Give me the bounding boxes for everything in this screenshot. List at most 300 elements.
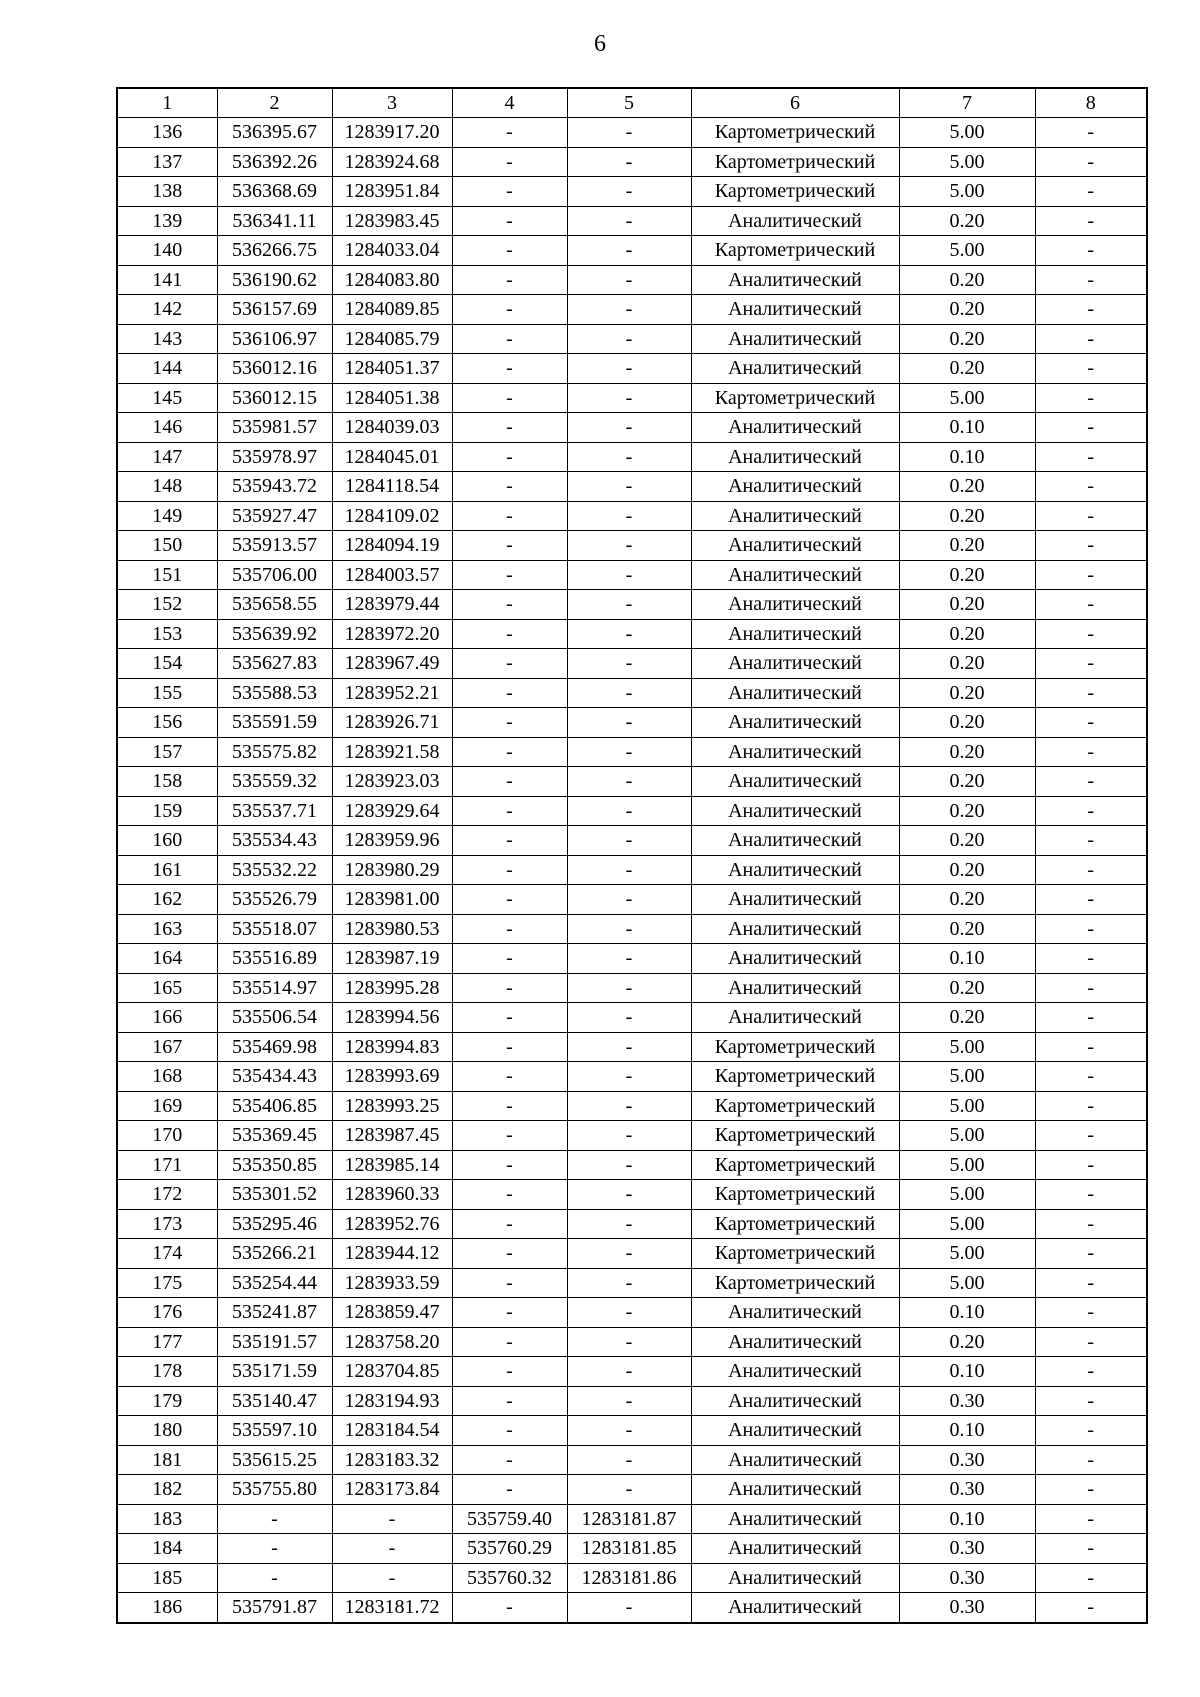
cell-note: - xyxy=(1035,177,1147,207)
table-row xyxy=(117,1593,1147,1623)
cell-x-coord: 535516.89 xyxy=(217,944,332,974)
cell-error: 0.30 xyxy=(899,1475,1035,1505)
cell-method: Аналитический xyxy=(691,649,899,679)
cell-y-coord-alt: - xyxy=(567,501,691,531)
cell-x-coord: 535559.32 xyxy=(217,767,332,797)
cell-point-number: 154 xyxy=(117,649,217,679)
cell-y-coord-alt: - xyxy=(567,1150,691,1180)
cell-y-coord-alt: - xyxy=(567,1475,691,1505)
cell-y-coord-alt: - xyxy=(567,1416,691,1446)
cell-y-coord-alt: - xyxy=(567,472,691,502)
cell-method: Аналитический xyxy=(691,826,899,856)
cell-note: - xyxy=(1035,944,1147,974)
cell-method: Картометрический xyxy=(691,383,899,413)
table-row xyxy=(117,147,1147,177)
cell-x-coord: 536012.16 xyxy=(217,354,332,384)
cell-point-number: 171 xyxy=(117,1150,217,1180)
cell-error: 0.20 xyxy=(899,560,1035,590)
cell-note: - xyxy=(1035,914,1147,944)
cell-error: 0.20 xyxy=(899,472,1035,502)
cell-y-coord-alt: - xyxy=(567,1239,691,1269)
cell-x-coord-alt: - xyxy=(452,1268,567,1298)
cell-y-coord-alt: - xyxy=(567,147,691,177)
cell-x-coord-alt: - xyxy=(452,1593,567,1623)
cell-x-coord: 535434.43 xyxy=(217,1062,332,1092)
cell-x-coord: 535241.87 xyxy=(217,1298,332,1328)
table-row xyxy=(117,1180,1147,1210)
cell-note: - xyxy=(1035,1445,1147,1475)
cell-y-coord-alt: - xyxy=(567,531,691,561)
cell-y-coord-alt: - xyxy=(567,1268,691,1298)
cell-x-coord-alt: - xyxy=(452,383,567,413)
table-header-row xyxy=(117,88,1147,118)
cell-note: - xyxy=(1035,531,1147,561)
cell-x-coord: 535981.57 xyxy=(217,413,332,443)
cell-point-number: 162 xyxy=(117,885,217,915)
cell-y-coord: 1283924.68 xyxy=(332,147,452,177)
cell-x-coord-alt: - xyxy=(452,1062,567,1092)
cell-error: 0.20 xyxy=(899,767,1035,797)
cell-point-number: 149 xyxy=(117,501,217,531)
header-cell-x-coord-alt: 4 xyxy=(452,88,567,118)
table-row xyxy=(117,1475,1147,1505)
cell-y-coord: 1283995.28 xyxy=(332,973,452,1003)
cell-y-coord-alt: - xyxy=(567,1445,691,1475)
cell-y-coord: 1283993.69 xyxy=(332,1062,452,1092)
cell-error: 5.00 xyxy=(899,1062,1035,1092)
table-row xyxy=(117,708,1147,738)
cell-note: - xyxy=(1035,619,1147,649)
cell-method: Картометрический xyxy=(691,1180,899,1210)
table-row xyxy=(117,1062,1147,1092)
table-row xyxy=(117,501,1147,531)
header-cell-method: 6 xyxy=(691,88,899,118)
cell-x-coord: 535526.79 xyxy=(217,885,332,915)
cell-note: - xyxy=(1035,1032,1147,1062)
cell-note: - xyxy=(1035,1062,1147,1092)
cell-x-coord-alt: - xyxy=(452,1180,567,1210)
cell-error: 0.20 xyxy=(899,206,1035,236)
cell-point-number: 145 xyxy=(117,383,217,413)
cell-y-coord: 1283967.49 xyxy=(332,649,452,679)
cell-note: - xyxy=(1035,442,1147,472)
table-row xyxy=(117,885,1147,915)
cell-x-coord-alt: 535760.32 xyxy=(452,1563,567,1593)
cell-point-number: 158 xyxy=(117,767,217,797)
cell-y-coord-alt: - xyxy=(567,560,691,590)
cell-point-number: 170 xyxy=(117,1121,217,1151)
cell-y-coord-alt: - xyxy=(567,1032,691,1062)
cell-y-coord-alt: - xyxy=(567,236,691,266)
cell-method: Аналитический xyxy=(691,206,899,236)
table-row xyxy=(117,826,1147,856)
table-row xyxy=(117,855,1147,885)
cell-method: Аналитический xyxy=(691,855,899,885)
cell-y-coord: 1283993.25 xyxy=(332,1091,452,1121)
cell-error: 5.00 xyxy=(899,236,1035,266)
table-row xyxy=(117,236,1147,266)
cell-error: 0.30 xyxy=(899,1534,1035,1564)
cell-note: - xyxy=(1035,649,1147,679)
cell-y-coord: 1283959.96 xyxy=(332,826,452,856)
cell-x-coord: 535639.92 xyxy=(217,619,332,649)
cell-y-coord-alt: 1283181.87 xyxy=(567,1504,691,1534)
cell-error: 0.20 xyxy=(899,855,1035,885)
cell-y-coord-alt: 1283181.85 xyxy=(567,1534,691,1564)
cell-method: Аналитический xyxy=(691,1475,899,1505)
cell-point-number: 160 xyxy=(117,826,217,856)
cell-x-coord-alt: - xyxy=(452,442,567,472)
cell-point-number: 155 xyxy=(117,678,217,708)
cell-note: - xyxy=(1035,1239,1147,1269)
cell-x-coord-alt: - xyxy=(452,678,567,708)
table-row xyxy=(117,619,1147,649)
cell-method: Аналитический xyxy=(691,767,899,797)
cell-point-number: 182 xyxy=(117,1475,217,1505)
cell-x-coord: 535254.44 xyxy=(217,1268,332,1298)
cell-x-coord: 536190.62 xyxy=(217,265,332,295)
cell-note: - xyxy=(1035,1504,1147,1534)
cell-x-coord-alt: - xyxy=(452,177,567,207)
cell-method: Аналитический xyxy=(691,1416,899,1446)
cell-x-coord-alt: 535760.29 xyxy=(452,1534,567,1564)
cell-x-coord-alt: - xyxy=(452,147,567,177)
cell-y-coord-alt: - xyxy=(567,944,691,974)
cell-y-coord: 1283917.20 xyxy=(332,118,452,148)
cell-note: - xyxy=(1035,767,1147,797)
cell-note: - xyxy=(1035,826,1147,856)
cell-y-coord-alt: - xyxy=(567,295,691,325)
cell-error: 0.20 xyxy=(899,708,1035,738)
cell-x-coord-alt: - xyxy=(452,973,567,1003)
cell-y-coord: 1283980.53 xyxy=(332,914,452,944)
cell-error: 0.20 xyxy=(899,619,1035,649)
cell-x-coord: 535369.45 xyxy=(217,1121,332,1151)
cell-y-coord: 1283987.19 xyxy=(332,944,452,974)
cell-note: - xyxy=(1035,678,1147,708)
cell-point-number: 136 xyxy=(117,118,217,148)
table-row xyxy=(117,177,1147,207)
cell-point-number: 148 xyxy=(117,472,217,502)
cell-point-number: 138 xyxy=(117,177,217,207)
cell-y-coord: 1283994.56 xyxy=(332,1003,452,1033)
cell-error: 0.30 xyxy=(899,1593,1035,1623)
header-cell-error: 7 xyxy=(899,88,1035,118)
cell-note: - xyxy=(1035,1180,1147,1210)
table-row xyxy=(117,973,1147,1003)
table-row xyxy=(117,1091,1147,1121)
cell-y-coord-alt: 1283181.86 xyxy=(567,1563,691,1593)
table-row xyxy=(117,1150,1147,1180)
cell-x-coord-alt: - xyxy=(452,1327,567,1357)
cell-y-coord-alt: - xyxy=(567,1062,691,1092)
cell-x-coord-alt: - xyxy=(452,1475,567,1505)
cell-x-coord: 535140.47 xyxy=(217,1386,332,1416)
table-row xyxy=(117,1327,1147,1357)
cell-note: - xyxy=(1035,885,1147,915)
cell-y-coord-alt: - xyxy=(567,1298,691,1328)
cell-x-coord-alt: - xyxy=(452,944,567,974)
table-row xyxy=(117,1504,1147,1534)
table-row xyxy=(117,914,1147,944)
cell-y-coord: - xyxy=(332,1563,452,1593)
cell-y-coord-alt: - xyxy=(567,973,691,1003)
cell-point-number: 184 xyxy=(117,1534,217,1564)
cell-method: Аналитический xyxy=(691,531,899,561)
cell-method: Картометрический xyxy=(691,1121,899,1151)
cell-error: 0.20 xyxy=(899,1327,1035,1357)
cell-y-coord: 1283951.84 xyxy=(332,177,452,207)
cell-note: - xyxy=(1035,1563,1147,1593)
cell-x-coord-alt: - xyxy=(452,914,567,944)
cell-x-coord: 536395.67 xyxy=(217,118,332,148)
table-row xyxy=(117,1268,1147,1298)
cell-point-number: 159 xyxy=(117,796,217,826)
cell-x-coord-alt: - xyxy=(452,118,567,148)
cell-x-coord-alt: 535759.40 xyxy=(452,1504,567,1534)
cell-y-coord-alt: - xyxy=(567,1357,691,1387)
cell-note: - xyxy=(1035,1209,1147,1239)
cell-y-coord: 1283980.29 xyxy=(332,855,452,885)
cell-x-coord-alt: - xyxy=(452,1416,567,1446)
cell-x-coord: 536392.26 xyxy=(217,147,332,177)
cell-x-coord: 536266.75 xyxy=(217,236,332,266)
cell-note: - xyxy=(1035,708,1147,738)
cell-y-coord: 1284051.37 xyxy=(332,354,452,384)
table-row xyxy=(117,531,1147,561)
cell-y-coord-alt: - xyxy=(567,678,691,708)
cell-method: Аналитический xyxy=(691,560,899,590)
cell-y-coord: 1284094.19 xyxy=(332,531,452,561)
cell-note: - xyxy=(1035,1327,1147,1357)
cell-y-coord-alt: - xyxy=(567,265,691,295)
cell-note: - xyxy=(1035,118,1147,148)
table-row xyxy=(117,118,1147,148)
cell-x-coord-alt: - xyxy=(452,206,567,236)
cell-y-coord-alt: - xyxy=(567,324,691,354)
cell-method: Картометрический xyxy=(691,1091,899,1121)
cell-note: - xyxy=(1035,472,1147,502)
cell-error: 5.00 xyxy=(899,1180,1035,1210)
cell-method: Картометрический xyxy=(691,1150,899,1180)
cell-point-number: 151 xyxy=(117,560,217,590)
cell-point-number: 152 xyxy=(117,590,217,620)
cell-y-coord: 1283926.71 xyxy=(332,708,452,738)
cell-method: Аналитический xyxy=(691,265,899,295)
cell-note: - xyxy=(1035,1386,1147,1416)
cell-note: - xyxy=(1035,236,1147,266)
cell-y-coord: 1284083.80 xyxy=(332,265,452,295)
cell-note: - xyxy=(1035,973,1147,1003)
cell-y-coord: 1283194.93 xyxy=(332,1386,452,1416)
table-row xyxy=(117,1357,1147,1387)
cell-method: Аналитический xyxy=(691,501,899,531)
cell-error: 0.20 xyxy=(899,737,1035,767)
cell-note: - xyxy=(1035,737,1147,767)
cell-note: - xyxy=(1035,1534,1147,1564)
table-row xyxy=(117,354,1147,384)
cell-point-number: 168 xyxy=(117,1062,217,1092)
cell-error: 0.20 xyxy=(899,354,1035,384)
cell-x-coord-alt: - xyxy=(452,324,567,354)
table-row xyxy=(117,265,1147,295)
cell-x-coord: 535588.53 xyxy=(217,678,332,708)
cell-method: Аналитический xyxy=(691,413,899,443)
cell-x-coord-alt: - xyxy=(452,531,567,561)
cell-y-coord: 1283952.21 xyxy=(332,678,452,708)
cell-method: Аналитический xyxy=(691,1504,899,1534)
header-cell-note: 8 xyxy=(1035,88,1147,118)
cell-point-number: 185 xyxy=(117,1563,217,1593)
cell-method: Аналитический xyxy=(691,1593,899,1623)
cell-y-coord-alt: - xyxy=(567,590,691,620)
cell-error: 5.00 xyxy=(899,1091,1035,1121)
cell-x-coord: 535755.80 xyxy=(217,1475,332,1505)
cell-y-coord: 1283944.12 xyxy=(332,1239,452,1269)
table-row xyxy=(117,767,1147,797)
table-row xyxy=(117,1003,1147,1033)
cell-note: - xyxy=(1035,855,1147,885)
cell-x-coord: 536106.97 xyxy=(217,324,332,354)
cell-x-coord: - xyxy=(217,1563,332,1593)
cell-point-number: 177 xyxy=(117,1327,217,1357)
coordinates-table xyxy=(116,87,1148,1624)
cell-method: Аналитический xyxy=(691,708,899,738)
cell-y-coord-alt: - xyxy=(567,737,691,767)
cell-method: Картометрический xyxy=(691,147,899,177)
cell-method: Аналитический xyxy=(691,324,899,354)
cell-point-number: 180 xyxy=(117,1416,217,1446)
cell-error: 5.00 xyxy=(899,1121,1035,1151)
cell-y-coord-alt: - xyxy=(567,1003,691,1033)
cell-x-coord: 535171.59 xyxy=(217,1357,332,1387)
cell-error: 5.00 xyxy=(899,118,1035,148)
cell-y-coord: 1284003.57 xyxy=(332,560,452,590)
table-row xyxy=(117,324,1147,354)
cell-x-coord-alt: - xyxy=(452,295,567,325)
cell-method: Аналитический xyxy=(691,914,899,944)
cell-x-coord: 535534.43 xyxy=(217,826,332,856)
cell-y-coord: 1283979.44 xyxy=(332,590,452,620)
cell-error: 0.20 xyxy=(899,914,1035,944)
cell-x-coord: 536157.69 xyxy=(217,295,332,325)
cell-method: Аналитический xyxy=(691,295,899,325)
cell-y-coord: 1283981.00 xyxy=(332,885,452,915)
cell-method: Картометрический xyxy=(691,1239,899,1269)
cell-y-coord-alt: - xyxy=(567,914,691,944)
cell-point-number: 139 xyxy=(117,206,217,236)
cell-y-coord: 1283952.76 xyxy=(332,1209,452,1239)
cell-point-number: 186 xyxy=(117,1593,217,1623)
cell-point-number: 164 xyxy=(117,944,217,974)
cell-point-number: 161 xyxy=(117,855,217,885)
cell-note: - xyxy=(1035,1150,1147,1180)
table-row xyxy=(117,796,1147,826)
cell-method: Аналитический xyxy=(691,1445,899,1475)
cell-x-coord: 535943.72 xyxy=(217,472,332,502)
cell-error: 0.20 xyxy=(899,796,1035,826)
cell-x-coord: 535518.07 xyxy=(217,914,332,944)
cell-error: 0.10 xyxy=(899,1357,1035,1387)
cell-y-coord: 1283181.72 xyxy=(332,1593,452,1623)
cell-error: 5.00 xyxy=(899,1150,1035,1180)
table-row xyxy=(117,472,1147,502)
cell-note: - xyxy=(1035,560,1147,590)
cell-x-coord: 535295.46 xyxy=(217,1209,332,1239)
cell-method: Аналитический xyxy=(691,354,899,384)
cell-note: - xyxy=(1035,1416,1147,1446)
cell-x-coord-alt: - xyxy=(452,855,567,885)
cell-x-coord: 535978.97 xyxy=(217,442,332,472)
cell-x-coord: 535575.82 xyxy=(217,737,332,767)
cell-x-coord-alt: - xyxy=(452,649,567,679)
cell-x-coord: - xyxy=(217,1504,332,1534)
cell-point-number: 157 xyxy=(117,737,217,767)
cell-y-coord: 1283758.20 xyxy=(332,1327,452,1357)
table-row xyxy=(117,737,1147,767)
table-row xyxy=(117,1386,1147,1416)
cell-error: 0.20 xyxy=(899,678,1035,708)
cell-y-coord: 1284045.01 xyxy=(332,442,452,472)
cell-x-coord-alt: - xyxy=(452,413,567,443)
cell-x-coord: 535597.10 xyxy=(217,1416,332,1446)
cell-y-coord-alt: - xyxy=(567,354,691,384)
table-row xyxy=(117,1563,1147,1593)
table-row xyxy=(117,206,1147,236)
cell-y-coord-alt: - xyxy=(567,619,691,649)
table-row xyxy=(117,413,1147,443)
table-row xyxy=(117,383,1147,413)
cell-error: 0.20 xyxy=(899,590,1035,620)
cell-x-coord: 535537.71 xyxy=(217,796,332,826)
cell-error: 0.20 xyxy=(899,295,1035,325)
cell-point-number: 173 xyxy=(117,1209,217,1239)
cell-x-coord-alt: - xyxy=(452,1357,567,1387)
cell-x-coord-alt: - xyxy=(452,885,567,915)
cell-method: Картометрический xyxy=(691,1268,899,1298)
header-cell-y-coord-alt: 5 xyxy=(567,88,691,118)
cell-y-coord-alt: - xyxy=(567,442,691,472)
cell-x-coord-alt: - xyxy=(452,354,567,384)
cell-point-number: 143 xyxy=(117,324,217,354)
cell-point-number: 178 xyxy=(117,1357,217,1387)
cell-error: 5.00 xyxy=(899,1209,1035,1239)
cell-y-coord: - xyxy=(332,1504,452,1534)
cell-error: 0.20 xyxy=(899,649,1035,679)
cell-x-coord: 535514.97 xyxy=(217,973,332,1003)
cell-point-number: 147 xyxy=(117,442,217,472)
cell-point-number: 165 xyxy=(117,973,217,1003)
cell-method: Аналитический xyxy=(691,442,899,472)
cell-note: - xyxy=(1035,295,1147,325)
cell-x-coord-alt: - xyxy=(452,1032,567,1062)
cell-x-coord: 535658.55 xyxy=(217,590,332,620)
cell-point-number: 166 xyxy=(117,1003,217,1033)
cell-y-coord: 1284085.79 xyxy=(332,324,452,354)
cell-point-number: 169 xyxy=(117,1091,217,1121)
cell-y-coord: 1283994.83 xyxy=(332,1032,452,1062)
table-row xyxy=(117,295,1147,325)
table-row xyxy=(117,1298,1147,1328)
cell-x-coord-alt: - xyxy=(452,501,567,531)
cell-y-coord-alt: - xyxy=(567,649,691,679)
cell-point-number: 141 xyxy=(117,265,217,295)
cell-method: Аналитический xyxy=(691,973,899,1003)
cell-method: Картометрический xyxy=(691,1209,899,1239)
cell-y-coord: 1283704.85 xyxy=(332,1357,452,1387)
table-row xyxy=(117,1534,1147,1564)
cell-method: Аналитический xyxy=(691,944,899,974)
